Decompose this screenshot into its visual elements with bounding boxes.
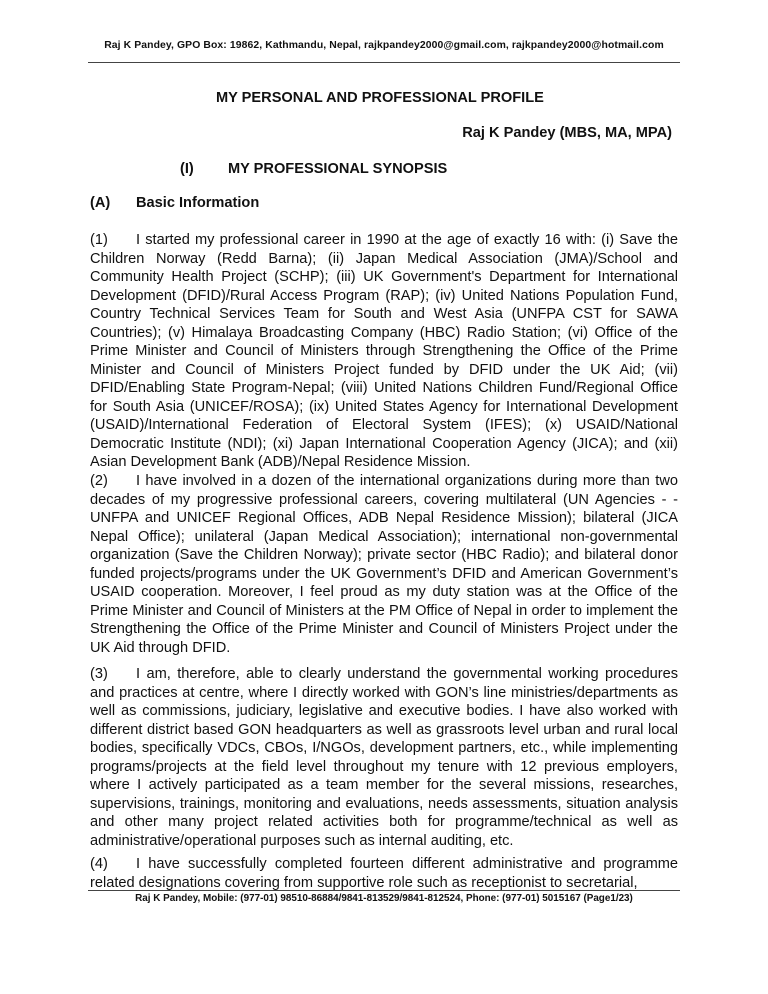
author-name: Raj K Pandey (MBS, MA, MPA) — [462, 125, 672, 141]
header-divider — [88, 62, 680, 63]
section-number: (I) — [180, 161, 194, 177]
section-title: MY PROFESSIONAL SYNOPSIS — [228, 161, 448, 177]
subsection-title: Basic Information — [136, 195, 260, 211]
paragraph-text: I am, therefore, able to clearly understand the governmental working procedures and practices at centre, where I directly worked with GON’s line ministries/departments as well as commissions, judiciary, legislative and executive bodies. I have also worked with different district based GON headquarters as well as grassroots level urban and rural local bodies, specifically VDCs, CBOs, I/NGOs, development partners, etc., while implementing programs/projects at the field level throughout my tenure with 12 previous employers, where I actively participated as a team member for the several missions, researches, supervisions, trainings, monitoring and evaluations, needs assessments, situation analysis and other many project related activities both for programme/technical as well as administrative/operational purposes such as internal auditing, etc. — [90, 666, 678, 849]
paragraph-number: (3) — [90, 666, 108, 682]
paragraph-1 — [90, 231, 678, 472]
paragraph-3 — [90, 665, 678, 850]
subsection-number: (A) — [90, 195, 111, 211]
paragraph-text: I have successfully completed fourteen different administrative and programme related designations covering from supportive role such as receptionist to secretarial, — [90, 856, 678, 891]
paragraph-2 — [90, 472, 678, 657]
paragraph-4 — [90, 855, 678, 892]
page-header: Raj K Pandey, GPO Box: 19862, Kathmandu, Nepal, rajkpandey2000@gmail.com, rajkpandey2000@hotmail.com — [104, 40, 664, 51]
page-footer: Raj K Pandey, Mobile: (977-01) 98510-86884/9841-813529/9841-812524, Phone: (977-01) 5015167 (Page1/23) — [135, 893, 633, 904]
paragraph-number: (1) — [90, 232, 108, 248]
paragraph-text: I have involved in a dozen of the international organizations during more than two decades of my progressive professional careers, covering multilateral (UN Agencies - - UNFPA and UNICEF Regional Offices, ADB Nepal Residence Mission); bilateral (JICA Nepal Office); unilateral (Japan Medical Association); international non-governmental organization (Save the Children Norway); private sector (HBC Radio); and bilateral donor funded projects/programs under the UK Government’s DFID and American Government’s USAID cooperation. Moreover, I feel proud as my duty station was at the Office of the Prime Minister and Council of Ministers at the PM Office of Nepal in order to implement the Strengthening the Office of the Prime Minister and Council of Ministers Project under the UK Aid through DFID. — [90, 473, 678, 656]
document-title: MY PERSONAL AND PROFESSIONAL PROFILE — [216, 90, 544, 106]
paragraph-text: I started my professional career in 1990 at the age of exactly 16 with: (i) Save the Children Norway (Redd Barna); (ii) Japan Medical Association (JMA)/School and Community Health Project (SCHP); (iii) UK Government's Department for International Development (DFID)/Rural Access Program (RAP); (iv) United Nations Population Fund, Country Technical Services Team for South and West Asia (UNFPA CST for SAWA Countries); (v) Himalaya Broadcasting Company (HBC) Radio Station; (vi) Office of the Prime Minister and Council of Ministers through Strengthening the Office of the Prime Minister and Council of Ministers Project funded by DFID under the UK Aid; (vii) DFID/Enabling State Program-Nepal; (viii) United Nations Children Fund/Regional Office for South Asia (UNICEF/ROSA); (ix) United States Agency for International Development (USAID)/International Federation of Electoral System (IFES); (x) USAID/National Democratic Institute (NDI); (xi) Japan International Cooperation Agency (JICA); and (xii) Asian Development Bank (ADB)/Nepal Residence Mission. — [90, 232, 678, 470]
paragraph-number: (2) — [90, 473, 108, 489]
paragraph-number: (4) — [90, 856, 108, 872]
footer-divider — [88, 890, 680, 891]
